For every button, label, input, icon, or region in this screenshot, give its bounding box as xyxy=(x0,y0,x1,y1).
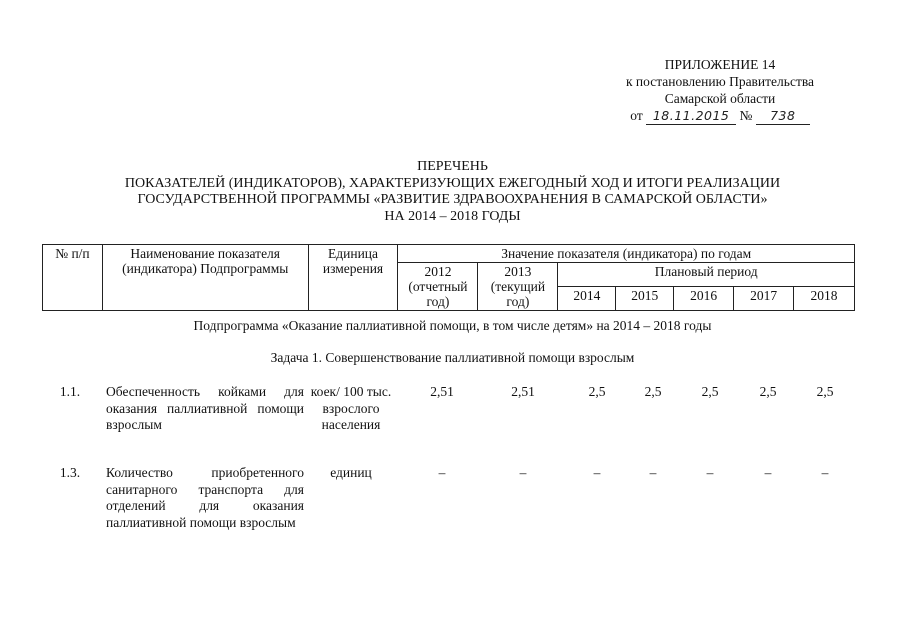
table-row xyxy=(42,384,855,464)
date-prefix: от xyxy=(630,108,643,123)
document-title xyxy=(40,159,865,225)
value-2018: – xyxy=(821,465,829,480)
row-unit: коек/ 100 тыс. взрослого населения xyxy=(310,384,392,432)
header-plan-period: Плановый период xyxy=(558,263,855,287)
header-year-2014: 2014 xyxy=(558,287,616,311)
header-year-2018: 2018 xyxy=(794,287,855,311)
row-number: 1.3. xyxy=(59,465,81,480)
value-2015: – xyxy=(649,465,657,480)
value-2012: – xyxy=(438,465,446,480)
title-line-3: ГОСУДАРСТВЕННОЙ ПРОГРАММЫ «РАЗВИТИЕ ЗДРАВООХРАНЕНИЯ В САМАРСКОЙ ОБЛАСТИ» xyxy=(137,192,768,207)
header-2013-year: 2013 xyxy=(504,264,532,279)
header-year-2017: 2017 xyxy=(734,287,794,311)
header-values-by-year: Значение показателя (индикатора) по годам xyxy=(398,245,855,263)
value-2013: 2,51 xyxy=(511,384,535,399)
header-name: Наименование показателя (индикатора) Подпрограммы xyxy=(102,245,308,311)
header-num: № п/п xyxy=(43,245,103,311)
handwritten-date: 18.11.2015 xyxy=(646,107,736,125)
value-2018: 2,5 xyxy=(816,384,834,399)
title-line-1: ПЕРЕЧЕНЬ xyxy=(417,159,488,174)
appendix-title: ПРИЛОЖЕНИЕ 14 xyxy=(664,57,776,72)
indicator-table-header xyxy=(42,244,855,311)
appendix-date-line xyxy=(600,107,840,125)
value-2017: 2,5 xyxy=(759,384,777,399)
header-2012-year: 2012 xyxy=(424,264,452,279)
row-indicator-name: Обеспеченность койками для оказания паллиативной помощи взрослым xyxy=(106,384,304,432)
appendix-decree: к постановлению Правительства xyxy=(625,74,815,89)
header-2013-note: (текущий год) xyxy=(490,279,546,309)
appendix-region: Самарской области xyxy=(664,91,776,106)
value-2016: – xyxy=(706,465,714,480)
value-2012: 2,51 xyxy=(430,384,454,399)
task-heading: Задача 1. Совершенствование паллиативной помощи взрослым xyxy=(270,350,635,365)
title-line-2: ПОКАЗАТЕЛЕЙ (ИНДИКАТОРОВ), ХАРАКТЕРИЗУЮЩИХ ЕЖЕГОДНЫЙ ХОД И ИТОГИ РЕАЛИЗАЦИИ xyxy=(124,175,781,191)
header-unit: Единица измерения xyxy=(308,245,398,311)
handwritten-number: 738 xyxy=(756,107,810,125)
header-2013 xyxy=(478,263,558,311)
value-2015: 2,5 xyxy=(644,384,662,399)
title-line-4: НА 2014 – 2018 ГОДЫ xyxy=(384,208,521,224)
number-prefix: № xyxy=(739,108,753,123)
value-2013: – xyxy=(519,465,527,480)
header-2012 xyxy=(398,263,478,311)
appendix-block xyxy=(600,56,840,125)
value-2016: 2,5 xyxy=(701,384,719,399)
header-year-2016: 2016 xyxy=(674,287,734,311)
value-2017: – xyxy=(764,465,772,480)
header-2012-note: (отчетный год) xyxy=(408,279,468,309)
value-2014: – xyxy=(593,465,601,480)
value-2014: 2,5 xyxy=(588,384,606,399)
row-number: 1.1. xyxy=(59,384,81,399)
header-year-2015: 2015 xyxy=(616,287,674,311)
row-indicator-name: Количество приобретенного санитарного транспорта для отделений для оказания паллиативной помощи взрослым xyxy=(106,465,304,530)
row-unit: единиц xyxy=(330,465,372,480)
subprogram-heading: Подпрограмма «Оказание паллиативной помощи, в том числе детям» на 2014 – 2018 годы xyxy=(193,318,712,333)
table-row xyxy=(42,465,855,555)
